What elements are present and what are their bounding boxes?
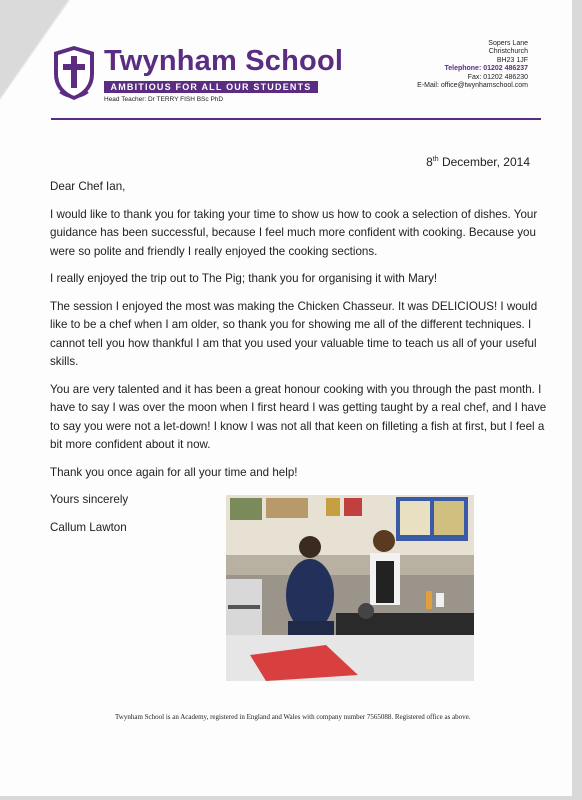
footer-registration: Twynham School is an Academy, registered in England and Wales with company number 7565088. Registered office as above. [115, 713, 471, 721]
address-town: Christchurch [488, 48, 528, 56]
letter-body [50, 178, 550, 546]
paragraph: I really enjoyed the trip out to The Pig; thank you for organising it with Mary! [50, 272, 438, 285]
school-motto: AMBITIOUS FOR ALL OUR STUDENTS [104, 81, 318, 93]
paragraph: Thank you once again for all your time and help! [50, 465, 298, 479]
school-address [417, 40, 528, 90]
school-name: Twynham School [104, 45, 344, 77]
address-telephone: Telephone: 01202 486237 [444, 65, 528, 73]
date-month-year: December, 2014 [438, 155, 530, 169]
date-day: 8 [426, 155, 433, 169]
kitchen-photo [226, 495, 474, 681]
header-divider [51, 118, 541, 120]
salutation: Dear Chef Ian, [50, 180, 126, 193]
closing: Yours sincerely [50, 493, 129, 506]
address-fax: Fax: 01202 486230 [467, 73, 528, 81]
paragraph: I would like to thank you for taking your time to show us how to cook a selection of dishes. Your guidance has been successful, because I feel much more confident with cooking. Because you were so polite and friendly I really enjoyed the cooking sections. [50, 207, 538, 258]
date-suffix: th [432, 156, 439, 163]
paragraph: The session I enjoyed the most was making the Chicken Chasseur. It was DELICIOUS! I would like to be a chef when I am older, so thank you for showing me all of the different techniques. I cannot tell you how thankful I am that you used your valuable time to teach us all of your useful skills. [50, 299, 538, 368]
paragraph: You are very talented and it has been a great honour cooking with you through the past month. I have to say I was over the moon when I first heard I was getting taught by a real chef, and I have to say you were not a let-down! I know I was not all that keen on filleting a fish at first, but I feel a bit more confident about it now. [50, 382, 547, 451]
letter-date [426, 155, 530, 169]
address-street: Sopers Lane [488, 40, 528, 47]
address-postcode: BH23 1JF [496, 56, 528, 64]
signature: Callum Lawton [50, 520, 127, 534]
address-email: E-Mail: office@twynhamschool.com [417, 82, 528, 90]
head-teacher: Head Teacher: Dr TERRY FISH BSc PhD [104, 96, 224, 103]
school-crest-logo [52, 44, 96, 102]
